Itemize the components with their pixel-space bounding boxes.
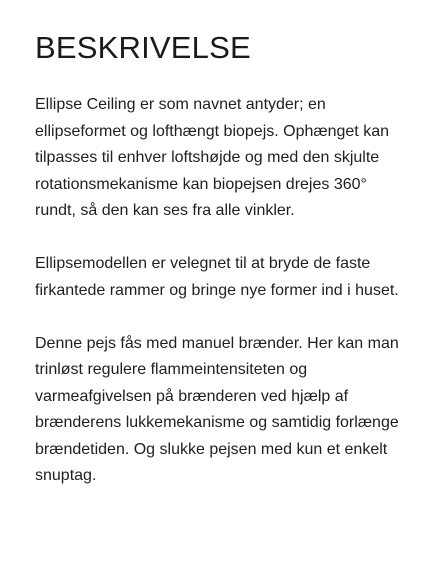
text-line: brændetiden. Og slukke pejsen med kun et enkelt: [35, 440, 388, 458]
text-line: rotationsmekanisme kan biopejsen drejes 360°: [35, 175, 367, 193]
paragraph-burner: [35, 331, 440, 490]
text-line: Ellipsemodellen er velegnet til at bryde de faste: [35, 255, 371, 272]
section-heading: BESKRIVELSE: [35, 30, 251, 65]
text-line: Ellipse Ceiling er som navnet antyder; en: [35, 96, 326, 113]
text-line: trinløst regulere flammeintensiteten og: [35, 361, 308, 378]
description-section: [35, 28, 440, 490]
text-line: firkantede rammer og bringe nye former ind i huset.: [35, 281, 399, 299]
paragraph-product-intro: [35, 92, 440, 225]
text-line: brænderens lukkemekanisme og samtidig forlænge: [35, 414, 399, 431]
text-line: Denne pejs fås med manuel brænder. Her kan man: [35, 334, 399, 352]
text-line: ellipseformet og lofthængt biopejs. Ophænget kan: [35, 122, 389, 140]
paragraph-shape: [35, 251, 440, 304]
text-line: snuptag.: [35, 467, 97, 484]
text-line: tilpasses til enhver loftshøjde og med den skjulte: [35, 149, 380, 166]
text-line: rundt, så den kan ses fra alle vinkler.: [35, 202, 295, 219]
text-line: varmeafgivelsen på brænderen ved hjælp af: [35, 387, 349, 405]
